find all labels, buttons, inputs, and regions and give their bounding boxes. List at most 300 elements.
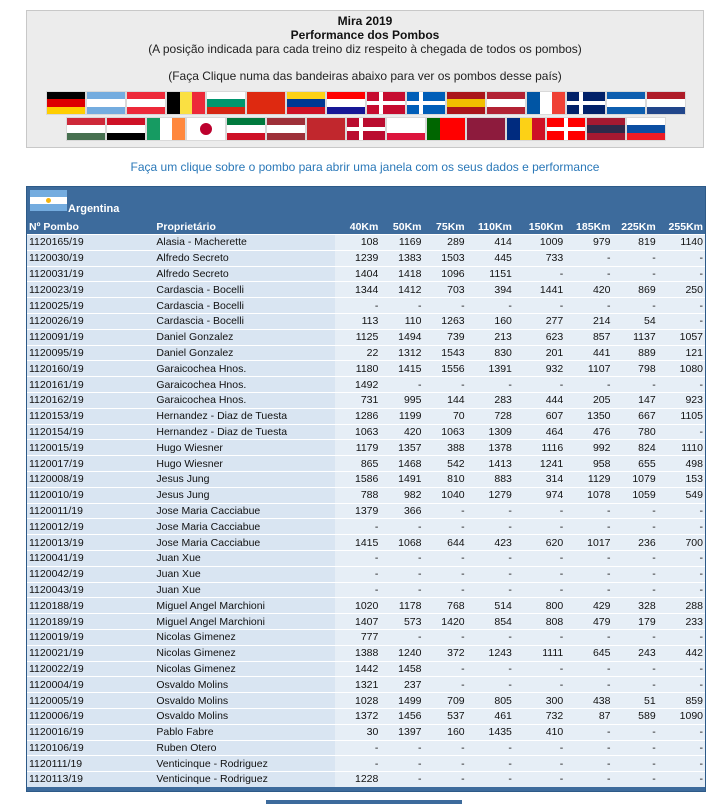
position-cell: 573 <box>380 614 423 630</box>
table-row[interactable] <box>27 772 705 787</box>
argentina-flag-icon <box>30 190 67 211</box>
position-cell: 372 <box>424 645 467 661</box>
position-cell: 1458 <box>380 661 423 677</box>
position-cell: 1468 <box>380 456 423 472</box>
position-cell: 667 <box>613 408 658 424</box>
position-cell: - <box>514 772 565 787</box>
position-cell: - <box>380 740 423 756</box>
pigeon-id-cell[interactable]: 1120106/19 <box>27 740 154 756</box>
position-cell: 733 <box>514 250 565 266</box>
col-header-225km[interactable]: 225Km <box>621 220 656 233</box>
usa-flag-icon[interactable] <box>487 92 525 114</box>
position-cell: 205 <box>565 392 612 408</box>
position-cell: 1169 <box>380 235 423 251</box>
position-cell: 932 <box>514 361 565 377</box>
pigeon-id-cell[interactable]: 1120162/19 <box>27 392 154 408</box>
position-cell: - <box>613 724 658 740</box>
table-row[interactable] <box>27 471 705 487</box>
position-cell: 87 <box>565 708 612 724</box>
position-cell: 236 <box>613 535 658 551</box>
position-cell: - <box>514 566 565 582</box>
position-cell: 1404 <box>335 266 380 282</box>
pigeon-table <box>27 219 705 787</box>
owner-cell: Jesus Jung <box>154 487 335 503</box>
position-cell: 1415 <box>335 535 380 551</box>
pigeon-id-cell[interactable]: 1120043/19 <box>27 582 154 598</box>
position-cell: - <box>658 550 705 566</box>
owner-cell: Daniel Gonzalez <box>154 329 335 345</box>
switzerland-flag-icon[interactable] <box>547 118 585 140</box>
table-row[interactable] <box>27 487 705 503</box>
table-row[interactable] <box>27 503 705 519</box>
owner-cell: Daniel Gonzalez <box>154 345 335 361</box>
position-cell: 1344 <box>335 282 380 298</box>
position-cell: - <box>565 566 612 582</box>
pigeon-id-cell[interactable]: 1120030/19 <box>27 250 154 266</box>
pigeon-id-cell[interactable]: 1120026/19 <box>27 313 154 329</box>
pigeon-id-cell[interactable]: 1120113/19 <box>27 772 154 787</box>
position-cell: - <box>565 677 612 693</box>
portugal-flag-icon[interactable] <box>427 118 465 140</box>
belgium-flag-icon[interactable] <box>167 92 205 114</box>
pigeon-id-cell[interactable]: 1120165/19 <box>27 235 154 251</box>
position-cell: 1028 <box>335 693 380 709</box>
position-cell: 1243 <box>467 645 514 661</box>
romania-flag-icon[interactable] <box>507 118 545 140</box>
position-cell: 1057 <box>658 329 705 345</box>
morocco-flag-icon[interactable] <box>307 118 345 140</box>
pigeon-id-cell[interactable]: 1120022/19 <box>27 661 154 677</box>
owner-cell: Garaicochea Hnos. <box>154 361 335 377</box>
croatia-flag-icon[interactable] <box>327 92 365 114</box>
position-cell: 1492 <box>335 377 380 393</box>
position-cell: 1020 <box>335 598 380 614</box>
table-row[interactable] <box>27 424 705 440</box>
pigeon-id-cell[interactable]: 1120042/19 <box>27 566 154 582</box>
position-cell: 1309 <box>467 424 514 440</box>
position-cell: 110 <box>380 313 423 329</box>
position-cell: 444 <box>514 392 565 408</box>
position-cell: 777 <box>335 629 380 645</box>
position-cell: - <box>335 740 380 756</box>
position-cell: 800 <box>514 598 565 614</box>
pigeon-id-cell[interactable]: 1120095/19 <box>27 345 154 361</box>
table-row[interactable] <box>27 519 705 535</box>
japan-flag-icon[interactable] <box>187 118 225 140</box>
position-cell: 623 <box>514 329 565 345</box>
bottom-scroll-indicator <box>266 800 462 804</box>
pigeon-id-cell[interactable]: 1120153/19 <box>27 408 154 424</box>
position-cell: 1556 <box>424 361 467 377</box>
position-cell: 865 <box>335 456 380 472</box>
position-cell: - <box>658 377 705 393</box>
pigeon-id-cell[interactable]: 1120004/19 <box>27 677 154 693</box>
position-note: (A posição indicada para cada treino diz respeito à chegada de todos os pombos) <box>148 42 582 56</box>
position-cell: 974 <box>514 487 565 503</box>
position-cell: - <box>565 724 612 740</box>
position-cell: - <box>335 756 380 772</box>
qatar-flag-icon[interactable] <box>467 118 505 140</box>
owner-cell: Osvaldo Molins <box>154 708 335 724</box>
table-row[interactable] <box>27 677 705 693</box>
position-cell: - <box>658 756 705 772</box>
pigeon-id-cell[interactable]: 1120021/19 <box>27 645 154 661</box>
position-cell: 620 <box>514 535 565 551</box>
hungary-flag-icon[interactable] <box>67 118 105 140</box>
position-cell: 144 <box>424 392 467 408</box>
position-cell: 445 <box>467 250 514 266</box>
position-cell: 1263 <box>424 313 467 329</box>
position-cell: 160 <box>467 313 514 329</box>
position-cell: - <box>514 550 565 566</box>
pigeon-id-cell[interactable]: 1120188/19 <box>27 598 154 614</box>
pigeon-id-cell[interactable]: 1120016/19 <box>27 724 154 740</box>
position-cell: 30 <box>335 724 380 740</box>
position-cell: - <box>467 677 514 693</box>
position-cell: - <box>613 566 658 582</box>
position-cell: 1383 <box>380 250 423 266</box>
country-header <box>27 187 705 219</box>
thailand-flag-icon[interactable] <box>587 118 625 140</box>
table-row[interactable] <box>27 756 705 772</box>
position-cell: 824 <box>613 440 658 456</box>
position-cell: 889 <box>613 345 658 361</box>
owner-cell: Garaicochea Hnos. <box>154 392 335 408</box>
position-cell: - <box>658 503 705 519</box>
position-cell: - <box>467 629 514 645</box>
owner-cell: Nicolas Gimenez <box>154 661 335 677</box>
table-row[interactable] <box>27 661 705 677</box>
table-row[interactable] <box>27 345 705 361</box>
table-row[interactable] <box>27 266 705 282</box>
position-cell: 1178 <box>380 598 423 614</box>
position-cell: 728 <box>467 408 514 424</box>
position-cell: - <box>424 661 467 677</box>
kuwait-flag-icon[interactable] <box>227 118 265 140</box>
position-cell: - <box>380 629 423 645</box>
denmark-flag-icon[interactable] <box>367 92 405 114</box>
position-cell: 1412 <box>380 282 423 298</box>
table-row[interactable] <box>27 250 705 266</box>
position-cell: 1378 <box>467 440 514 456</box>
owner-cell: Juan Xue <box>154 550 335 566</box>
table-row[interactable] <box>27 535 705 551</box>
owner-cell: Alfredo Secreto <box>154 250 335 266</box>
position-cell: 214 <box>565 313 612 329</box>
position-cell: - <box>335 519 380 535</box>
position-cell: 438 <box>565 693 612 709</box>
position-cell: - <box>514 503 565 519</box>
table-row[interactable] <box>27 235 705 251</box>
position-cell: - <box>380 756 423 772</box>
owner-cell: Juan Xue <box>154 566 335 582</box>
position-cell: 1228 <box>335 772 380 787</box>
position-cell: - <box>467 519 514 535</box>
position-cell: 1357 <box>380 440 423 456</box>
table-row[interactable] <box>27 708 705 724</box>
pigeon-id-cell[interactable]: 1120008/19 <box>27 471 154 487</box>
position-cell: - <box>467 377 514 393</box>
position-cell: 1125 <box>335 329 380 345</box>
position-cell: - <box>514 740 565 756</box>
position-cell: - <box>335 566 380 582</box>
china-flag-icon[interactable] <box>247 92 285 114</box>
table-row[interactable] <box>27 645 705 661</box>
col-header-150km[interactable]: 150Km <box>528 220 564 233</box>
table-row[interactable] <box>27 440 705 456</box>
table-row[interactable] <box>27 566 705 582</box>
col-header-75km[interactable]: 75Km <box>436 220 465 233</box>
position-cell: - <box>613 582 658 598</box>
position-cell: - <box>514 661 565 677</box>
position-cell: 442 <box>658 645 705 661</box>
position-cell: - <box>380 772 423 787</box>
position-cell: - <box>467 661 514 677</box>
position-cell: 1503 <box>424 250 467 266</box>
argentina-flag-icon[interactable] <box>87 92 125 114</box>
position-cell: 314 <box>514 471 565 487</box>
table-row[interactable] <box>27 329 705 345</box>
position-cell: 703 <box>424 282 467 298</box>
iraq-flag-icon[interactable] <box>107 118 145 140</box>
ireland-flag-icon[interactable] <box>147 118 185 140</box>
scotland-flag-icon[interactable] <box>407 92 445 114</box>
pigeon-id-cell[interactable]: 1120006/19 <box>27 708 154 724</box>
position-cell: 798 <box>613 361 658 377</box>
position-cell: - <box>467 582 514 598</box>
position-cell: 476 <box>565 424 612 440</box>
position-cell: 1068 <box>380 535 423 551</box>
position-cell: 1079 <box>613 471 658 487</box>
pigeon-id-cell[interactable]: 1120013/19 <box>27 535 154 551</box>
position-cell: - <box>613 550 658 566</box>
table-row[interactable] <box>27 408 705 424</box>
position-cell: - <box>613 298 658 314</box>
table-row[interactable] <box>27 298 705 314</box>
owner-cell: Garaicochea Hnos. <box>154 377 335 393</box>
position-cell: 1391 <box>467 361 514 377</box>
position-cell: 243 <box>613 645 658 661</box>
position-cell: 1388 <box>335 645 380 661</box>
col-header-40km[interactable]: 40Km <box>349 220 379 233</box>
slovakia-flag-icon[interactable] <box>627 118 665 140</box>
owner-cell: Venticinque - Rodriguez <box>154 756 335 772</box>
position-cell: 1240 <box>380 645 423 661</box>
position-cell: - <box>613 266 658 282</box>
pigeon-table-panel <box>26 186 706 792</box>
pigeon-id-cell[interactable]: 1120154/19 <box>27 424 154 440</box>
position-cell: - <box>514 519 565 535</box>
position-cell: 213 <box>467 329 514 345</box>
position-cell: - <box>658 266 705 282</box>
position-cell: 121 <box>658 345 705 361</box>
position-cell: - <box>613 756 658 772</box>
position-cell: 366 <box>380 503 423 519</box>
owner-cell: Nicolas Gimenez <box>154 629 335 645</box>
table-row[interactable] <box>27 550 705 566</box>
spain-flag-icon[interactable] <box>447 92 485 114</box>
position-cell: 859 <box>658 693 705 709</box>
pigeon-id-cell[interactable]: 1120005/19 <box>27 693 154 709</box>
position-cell: - <box>658 519 705 535</box>
pigeon-id-cell[interactable]: 1120031/19 <box>27 266 154 282</box>
norway-flag-icon[interactable] <box>347 118 385 140</box>
position-cell: - <box>658 724 705 740</box>
table-row[interactable] <box>27 629 705 645</box>
position-cell: 423 <box>467 535 514 551</box>
position-cell: 645 <box>565 645 612 661</box>
position-cell: 108 <box>335 235 380 251</box>
table-row[interactable] <box>27 456 705 472</box>
pigeon-id-cell[interactable]: 1120015/19 <box>27 440 154 456</box>
position-cell: - <box>565 582 612 598</box>
colombia-flag-icon[interactable] <box>287 92 325 114</box>
position-cell: 1241 <box>514 456 565 472</box>
bulgaria-flag-icon[interactable] <box>207 92 245 114</box>
position-cell: - <box>658 629 705 645</box>
position-cell: - <box>424 519 467 535</box>
position-cell: 869 <box>613 282 658 298</box>
position-cell: - <box>565 772 612 787</box>
page-subtitle: Performance dos Pombos <box>290 28 440 42</box>
table-row[interactable] <box>27 582 705 598</box>
poland-flag-icon[interactable] <box>387 118 425 140</box>
position-cell: 1129 <box>565 471 612 487</box>
owner-cell: Hugo Wiesner <box>154 440 335 456</box>
france-flag-icon[interactable] <box>527 92 565 114</box>
table-row[interactable] <box>27 361 705 377</box>
position-cell: - <box>424 740 467 756</box>
owner-cell: Jesus Jung <box>154 471 335 487</box>
table-row[interactable] <box>27 598 705 614</box>
position-cell: 410 <box>514 724 565 740</box>
pigeon-id-cell[interactable]: 1120189/19 <box>27 614 154 630</box>
position-cell: - <box>380 550 423 566</box>
owner-cell: Venticinque - Rodriguez <box>154 772 335 787</box>
table-row[interactable] <box>27 724 705 740</box>
austria-flag-icon[interactable] <box>127 92 165 114</box>
position-cell: 1397 <box>380 724 423 740</box>
position-cell: 1543 <box>424 345 467 361</box>
position-cell: 328 <box>613 598 658 614</box>
position-cell: 982 <box>380 487 423 503</box>
position-cell: - <box>658 677 705 693</box>
pigeon-id-cell[interactable]: 1120017/19 <box>27 456 154 472</box>
greece-flag-icon[interactable] <box>607 92 645 114</box>
position-cell: - <box>613 740 658 756</box>
position-cell: 589 <box>613 708 658 724</box>
position-cell: - <box>613 377 658 393</box>
position-cell: - <box>467 772 514 787</box>
pigeon-id-cell[interactable]: 1120019/19 <box>27 629 154 645</box>
netherlands-flag-icon[interactable] <box>647 92 685 114</box>
table-row[interactable] <box>27 693 705 709</box>
position-cell: - <box>467 566 514 582</box>
owner-cell: Alfredo Secreto <box>154 266 335 282</box>
col-header-255km[interactable]: 255Km <box>668 220 703 233</box>
pigeon-id-cell[interactable]: 1120161/19 <box>27 377 154 393</box>
pigeon-id-cell[interactable]: 1120091/19 <box>27 329 154 345</box>
pigeon-id-cell[interactable]: 1120012/19 <box>27 519 154 535</box>
position-cell: 464 <box>514 424 565 440</box>
pigeon-id-cell[interactable]: 1120010/19 <box>27 487 154 503</box>
uk-flag-icon[interactable] <box>567 92 605 114</box>
position-cell: 768 <box>424 598 467 614</box>
pigeon-id-cell[interactable]: 1120011/19 <box>27 503 154 519</box>
position-cell: 1179 <box>335 440 380 456</box>
position-cell: 1286 <box>335 408 380 424</box>
position-cell: - <box>613 677 658 693</box>
position-cell: - <box>467 756 514 772</box>
position-cell: 250 <box>658 282 705 298</box>
country-name: Argentina <box>68 203 120 215</box>
position-cell: 289 <box>424 235 467 251</box>
position-cell: - <box>658 424 705 440</box>
col-header-owner[interactable]: Proprietário <box>156 220 216 233</box>
position-cell: 1180 <box>335 361 380 377</box>
table-row[interactable] <box>27 313 705 329</box>
flag-row-1 <box>41 92 691 114</box>
position-cell: 300 <box>514 693 565 709</box>
position-cell: 1111 <box>514 645 565 661</box>
table-row[interactable] <box>27 614 705 630</box>
position-cell: 644 <box>424 535 467 551</box>
position-cell: 1415 <box>380 361 423 377</box>
position-cell: 1080 <box>658 361 705 377</box>
latvia-flag-icon[interactable] <box>267 118 305 140</box>
position-cell: - <box>565 503 612 519</box>
position-cell: 147 <box>613 392 658 408</box>
position-cell: 1239 <box>335 250 380 266</box>
position-cell: 1494 <box>380 329 423 345</box>
position-cell: - <box>424 566 467 582</box>
position-cell: 498 <box>658 456 705 472</box>
position-cell: 179 <box>613 614 658 630</box>
position-cell: 808 <box>514 614 565 630</box>
flag-row-2 <box>41 118 691 140</box>
position-cell: - <box>565 266 612 282</box>
table-row[interactable] <box>27 740 705 756</box>
position-cell: - <box>467 740 514 756</box>
position-cell: 731 <box>335 392 380 408</box>
pigeon-id-cell[interactable]: 1120025/19 <box>27 298 154 314</box>
pigeon-id-cell[interactable]: 1120160/19 <box>27 361 154 377</box>
position-cell: 1078 <box>565 487 612 503</box>
pigeon-id-cell[interactable]: 1120023/19 <box>27 282 154 298</box>
position-cell: - <box>467 550 514 566</box>
table-row[interactable] <box>27 377 705 393</box>
col-header-50km[interactable]: 50Km <box>392 220 422 233</box>
position-cell: 1350 <box>565 408 612 424</box>
position-cell: 1279 <box>467 487 514 503</box>
table-row[interactable] <box>27 282 705 298</box>
position-cell: - <box>335 582 380 598</box>
table-row[interactable] <box>27 392 705 408</box>
pigeon-id-cell[interactable]: 1120111/19 <box>27 756 154 772</box>
pigeon-id-cell[interactable]: 1120041/19 <box>27 550 154 566</box>
position-cell: - <box>613 503 658 519</box>
col-header-185km[interactable]: 185Km <box>576 220 611 233</box>
position-cell: - <box>613 629 658 645</box>
position-cell: - <box>380 566 423 582</box>
position-cell: - <box>613 519 658 535</box>
germany-flag-icon[interactable] <box>47 92 85 114</box>
col-header-pigeon-id[interactable]: Nº Pombo <box>29 220 79 233</box>
col-header-110km[interactable]: 110Km <box>478 220 512 233</box>
position-cell: 1199 <box>380 408 423 424</box>
position-cell: - <box>424 582 467 598</box>
position-cell: 22 <box>335 345 380 361</box>
